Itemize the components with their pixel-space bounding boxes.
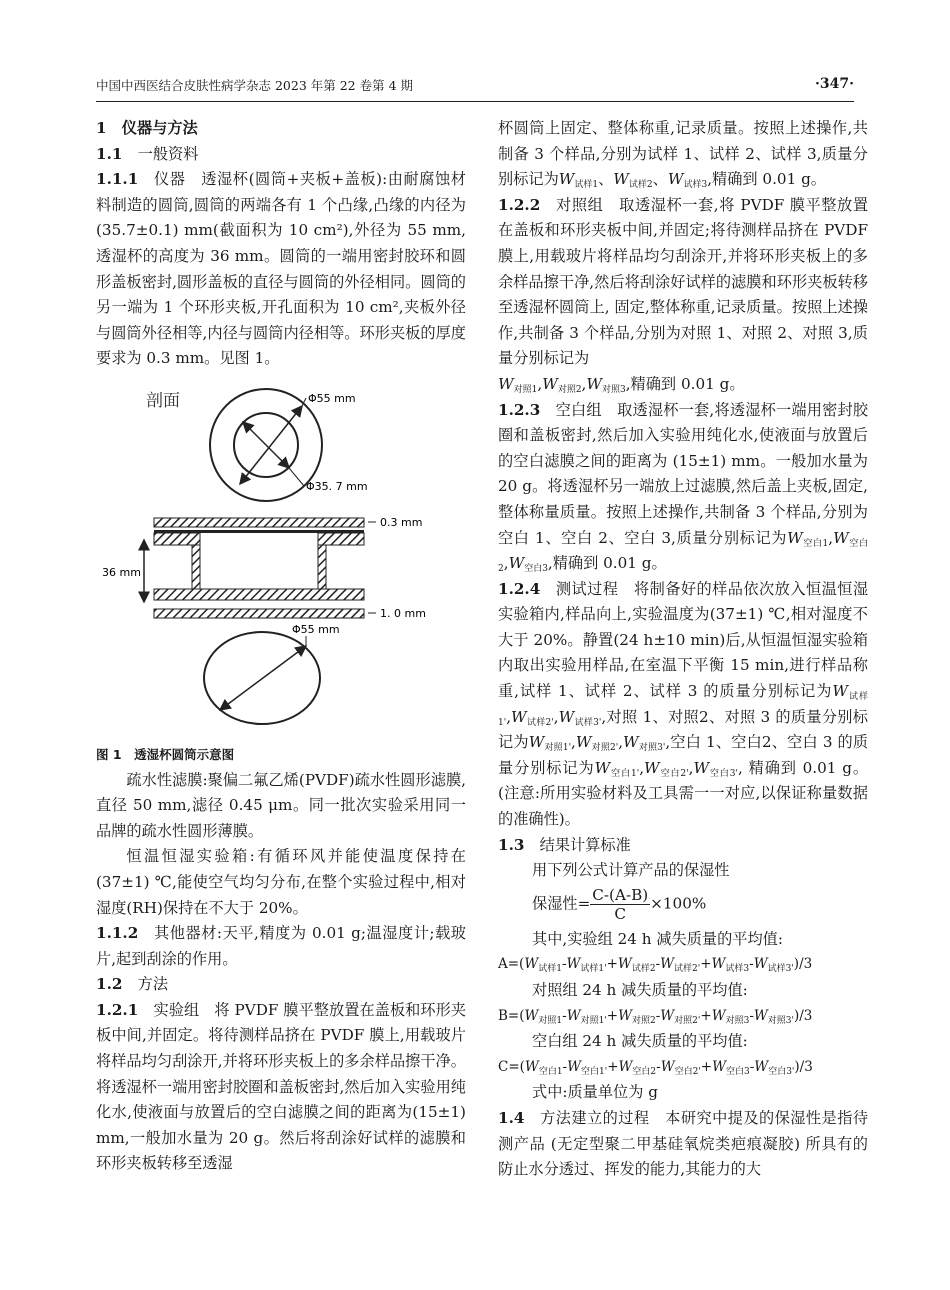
paragraph-experiment-group xyxy=(96,998,466,1177)
var-w: W xyxy=(693,758,710,777)
formula-pre: A=( xyxy=(498,956,525,973)
sub: 空白1 xyxy=(802,538,829,549)
right-column xyxy=(498,116,868,1183)
sub: 试样1 xyxy=(574,180,599,191)
wall-left xyxy=(192,545,200,589)
var-w: W xyxy=(753,1007,768,1024)
sub: 空白3' xyxy=(768,1066,795,1077)
section-number: 1 xyxy=(96,119,107,137)
sub: 对照3 xyxy=(602,384,626,395)
sub: 试样3 xyxy=(725,964,750,975)
wall-right xyxy=(318,545,326,589)
formula-label: 保湿性= xyxy=(532,894,591,913)
var-w: W xyxy=(618,1058,633,1075)
sub: 空白2' xyxy=(659,768,689,779)
leader-inner xyxy=(289,468,304,486)
sub: 对照1 xyxy=(538,1015,563,1026)
flange-bottom xyxy=(154,589,364,600)
subsection-number: 1.1 xyxy=(96,144,123,163)
var-w: W xyxy=(542,374,558,393)
formula-end: )/3 xyxy=(793,1007,813,1024)
para-number: 1.1.2 xyxy=(96,924,139,943)
sep: , xyxy=(571,733,576,752)
var-w: W xyxy=(524,1058,539,1075)
formula-b xyxy=(498,1004,868,1030)
sub: 试样1 xyxy=(538,964,562,975)
figure-title: 剖面 xyxy=(146,390,180,411)
var-w: W xyxy=(566,956,581,973)
sub: 试样2 xyxy=(628,180,653,191)
var-w: W xyxy=(753,956,768,973)
para-end: , 精确到 0.01 g。(注意:所用实验材料及工具需一一对应,以保证称量数据的准确性)。 xyxy=(498,758,869,829)
para-title: 方法建立的过程 xyxy=(539,1108,650,1127)
op: - xyxy=(655,956,661,973)
flange-top-right xyxy=(318,533,364,545)
op: - xyxy=(749,1007,754,1024)
para-title: 空白组 xyxy=(555,400,602,419)
sub: 试样2' xyxy=(526,717,554,728)
var-w: W xyxy=(667,170,684,189)
var-w: W xyxy=(566,1007,581,1024)
sub: 空白3' xyxy=(709,768,739,779)
paragraph-method-establishment xyxy=(498,1106,868,1183)
sub: 对照2 xyxy=(631,1015,656,1026)
sub: 空白1' xyxy=(581,1066,608,1077)
op: - xyxy=(749,956,754,973)
para-text: 透湿杯(圆筒+夹板+盖板):由耐腐蚀材料制造的圆筒,圆筒的两端各有 1 个凸缘,凸缘的内径为(35.7±0.1) mm(截面积为 10 cm²),外径为 55 mm,透湿杯的高度为 36 mm。圆筒的一端用密封胶环和圆形盖板密封,圆形盖板的直径与圆筒的外径相同。圆筒的另一端为 1 个环形夹板,开孔面积为 10 cm²,夹板外径与圆筒外径相等,内径与圆筒内径相等。环形夹板的厚度要求为 0.3 mm。见图 1。 xyxy=(96,170,466,368)
caption-number: 图 1 xyxy=(96,746,122,762)
para-text: 杯圆筒上固定、整体称重,记录质量。按照上述操作,共制备 3 个样品,分别为试样 1、试样 2、试样 3,质量分别标记为 xyxy=(498,119,868,189)
para-title: 仪器 xyxy=(153,170,186,189)
sep: , xyxy=(503,554,509,573)
op: - xyxy=(562,1007,567,1024)
var-w: W xyxy=(660,1007,675,1024)
paragraph-instrument xyxy=(96,167,466,372)
figure-1 xyxy=(96,380,466,742)
var-w: W xyxy=(524,1007,539,1024)
sub: 试样1' xyxy=(498,692,868,728)
var-w: W xyxy=(617,956,632,973)
dim-thickness-top: 0.3 mm xyxy=(380,515,423,529)
running-head xyxy=(96,76,854,98)
sub: 对照2' xyxy=(591,743,619,754)
op: + xyxy=(607,1058,619,1075)
subsection-title: 方法 xyxy=(137,975,168,994)
sub: 试样3 xyxy=(683,180,708,191)
sep: , xyxy=(688,758,694,777)
para-title: 对照组 xyxy=(555,195,604,214)
journal-title: 中国中西医结合皮肤性病学杂志 2023 年第 22 卷第 4 期 xyxy=(96,78,414,93)
para-text: ,对照 1、对照2、对照 3 的质量分别标记为 xyxy=(498,707,868,752)
sub: 空白2 xyxy=(632,1066,657,1077)
fraction xyxy=(590,886,650,923)
var-w: W xyxy=(623,733,639,752)
para-title: 测试过程 xyxy=(555,579,619,598)
formula-c xyxy=(498,1055,868,1081)
var-w: W xyxy=(575,733,592,752)
para-number: 1.2.2 xyxy=(498,195,541,214)
sub: 对照1 xyxy=(513,384,538,395)
sep: , xyxy=(506,707,512,726)
flange-top-left xyxy=(154,533,200,545)
para-text: 取透湿杯一套,将 PVDF 膜平整放置在盖板和环形夹板中间,并固定;将待测样品挤在 PVDF 膜上,用载玻片将样品均匀刮涂开,并将环形夹板上的多余样品擦干净,然后将刮涂好试样的滤膜和环形夹板转移至透湿杯圆筒上, 固定,整体称重,记录质量。按照上述操作,共制备 3 个样品,分别为对照 1、对照 2、对照 3,质量分别标记为 xyxy=(498,195,869,368)
var-w: W xyxy=(524,956,539,973)
sep: , xyxy=(537,374,543,393)
formula-pre: B=( xyxy=(498,1007,525,1024)
section-heading xyxy=(96,116,466,142)
sub: 对照1' xyxy=(544,743,572,754)
para-end: ,精确到 0.01 g。 xyxy=(547,554,667,573)
sub: 空白2' xyxy=(674,1066,701,1077)
left-column xyxy=(96,116,466,1177)
subsection-heading xyxy=(498,833,868,859)
formula-b-intro: 对照组 24 h 减失质量的平均值: xyxy=(532,981,748,999)
sep: , xyxy=(639,758,645,777)
figure-caption xyxy=(96,742,466,768)
sub: 对照3' xyxy=(638,743,666,754)
sub: 对照2' xyxy=(674,1015,701,1026)
sep: 、 xyxy=(652,170,668,189)
para-end: ,精确到 0.01 g。 xyxy=(707,170,826,189)
formula-unit: 式中:质量单位为 g xyxy=(532,1083,658,1102)
section-title: 仪器与方法 xyxy=(121,119,198,137)
para-text: 将 PVDF 膜平整放置在盖板和环形夹板中间,并固定。将待测样品挤在 PVDF 膜上,用载玻片将样品均匀刮涂开,并将环形夹板上的多余样品擦干净。将透湿杯一端用密封胶圈和盖板密封,然后加入实验用纯化水,使液面与放置后的空白滤膜之间的距离为(15±1) mm,一般加水量为 20 g。然后将刮涂好试样的滤膜和环形夹板转移至透湿 xyxy=(96,1000,467,1173)
para-number: 1.2.1 xyxy=(96,1000,139,1019)
formula-end: )/3 xyxy=(794,1058,813,1075)
subsection-heading xyxy=(96,142,466,168)
var-w: W xyxy=(660,1058,675,1075)
op: - xyxy=(749,1058,755,1075)
var-w: W xyxy=(528,733,545,752)
op: - xyxy=(562,1058,568,1075)
sub: 空白1 xyxy=(538,1066,563,1077)
sub: 空白3 xyxy=(524,564,548,575)
formula-intro: 用下列公式计算产品的保湿性 xyxy=(532,861,730,880)
op: - xyxy=(655,1007,661,1024)
var-w: W xyxy=(644,758,660,777)
para-number: 1.2.4 xyxy=(498,579,541,598)
header-rule xyxy=(96,101,854,102)
formula-main xyxy=(498,884,868,927)
subsection-heading xyxy=(96,972,466,998)
op: - xyxy=(656,1058,661,1075)
para-number: 1.4 xyxy=(498,1108,525,1127)
formula-c-intro: 空白组 24 h 减失质量的平均值: xyxy=(532,1032,748,1051)
var-w: W xyxy=(613,170,629,189)
op: + xyxy=(606,956,618,973)
bottom-plate xyxy=(154,609,364,618)
sub: 试样3' xyxy=(574,717,602,728)
sub: 对照2 xyxy=(557,384,582,395)
numerator: C-(A-B) xyxy=(592,885,649,904)
para-text: 本研究中提及的保湿性是指待测产品 (无定型聚二甲基硅氧烷类疤痕凝胶) 所具有的防止水分透过、挥发的能力,其能力的大 xyxy=(498,1108,869,1179)
sep: , xyxy=(618,733,624,752)
var-w: W xyxy=(833,528,849,547)
var-w: W xyxy=(508,554,525,573)
formula-times: ×100% xyxy=(650,894,707,913)
var-w: W xyxy=(660,956,674,973)
formula-a xyxy=(498,952,868,978)
subsection-title: 结果计算标准 xyxy=(539,835,631,854)
sep: , xyxy=(828,528,834,547)
var-w: W xyxy=(567,1058,581,1075)
var-w: W xyxy=(511,707,527,726)
subsection-number: 1.3 xyxy=(498,835,525,854)
var-w: W xyxy=(712,1058,726,1075)
formula-pre: C=( xyxy=(498,1058,525,1075)
sub: 试样2' xyxy=(674,964,701,975)
sub: 试样1' xyxy=(580,964,607,975)
sub: 对照1' xyxy=(580,1015,607,1026)
para-text: 取透湿杯一套,将透湿杯一端用密封胶圈和盖板密封,然后加入实验用纯化水,使液面与放置后的空白滤膜之间的距离为 (15±1) mm。一般加水量为 20 g。将透湿杯另一端放上过滤膜,然后盖上夹板,固定,整体称量质量。按照上述操作,共制备 3 个样品,分别为空白 1、空白 2、空白 3,质量分别标记为 xyxy=(498,400,869,547)
var-w: W xyxy=(754,1058,769,1075)
para-text: 将制备好的样品依次放入恒温恒湿实验箱内,样品向上,实验温度为(37±1) ℃,相对湿度不大于 20%。静置(24 h±10 min)后,从恒温恒湿实验箱内取出实验用样品,在室温下平衡 15 min,进行样品称重,试样 1、试样 2、试样 3 的质量分别标记为 xyxy=(498,579,869,701)
top-plate xyxy=(154,518,364,527)
op: + xyxy=(700,1007,712,1024)
sep: 、 xyxy=(598,170,614,189)
para-text: ,空白 1、空白2、空白 3 的质量分别标记为 xyxy=(498,733,869,777)
formula-a-intro: 其中,实验组 24 h 减失质量的平均值: xyxy=(532,929,783,948)
sub: 空白3 xyxy=(726,1066,750,1077)
paragraph-blank-group xyxy=(498,398,868,577)
paragraph-chamber: 恒温恒湿实验箱:有循环风并能使温度保持在(37±1) ℃,能使空气均匀分布,在整个实验过程中,相对湿度(RH)保持在不大于 20%。 xyxy=(96,847,466,917)
para-number: 1.1.1 xyxy=(96,170,139,189)
dim-height: 36 mm xyxy=(102,565,141,579)
caption-text: 透湿杯圆筒示意图 xyxy=(134,746,235,762)
para-end: ,精确到 0.01 g。 xyxy=(625,374,745,393)
op: - xyxy=(561,956,567,973)
paragraph-test-process xyxy=(498,577,868,833)
op: + xyxy=(700,956,712,973)
paragraph-other-equipment xyxy=(96,921,466,972)
sub: 试样3' xyxy=(767,964,794,975)
page-number: ·347· xyxy=(815,76,854,92)
inner-dim-line xyxy=(243,422,289,468)
sub: 对照3' xyxy=(767,1015,794,1026)
sub: 空白1' xyxy=(610,768,640,779)
op: + xyxy=(606,1007,619,1024)
sep: , xyxy=(581,374,587,393)
para-title: 实验组 xyxy=(153,1000,200,1019)
formula-end: )/3 xyxy=(793,956,813,973)
var-w: W xyxy=(618,1007,632,1024)
dim-thickness-bottom: 1. 0 mm xyxy=(380,606,426,620)
var-w: W xyxy=(498,374,514,393)
dim-outer-bottom: Φ55 mm xyxy=(292,622,340,636)
op: + xyxy=(700,1058,713,1075)
sep: , xyxy=(553,707,559,726)
denominator: C xyxy=(614,904,627,923)
dim-inner: Φ35. 7 mm xyxy=(306,479,368,493)
var-w: W xyxy=(832,682,849,701)
subsection-number: 1.2 xyxy=(96,975,123,994)
para-text: 其他器材:天平,精度为 0.01 g;温湿度计;载玻片,起到刮涂的作用。 xyxy=(96,924,466,968)
paragraph-experiment-group-cont xyxy=(498,116,868,193)
bottom-dim-line xyxy=(220,646,306,710)
var-w: W xyxy=(787,528,803,547)
subsection-title: 一般资料 xyxy=(137,144,199,163)
var-w: W xyxy=(711,1007,726,1024)
var-w: W xyxy=(594,758,611,777)
var-w: W xyxy=(586,374,602,393)
paragraph-control-group xyxy=(498,193,868,398)
var-w: W xyxy=(558,170,575,189)
para-number: 1.2.3 xyxy=(498,400,541,419)
cup-diagram xyxy=(96,380,466,742)
sub: 空白2 xyxy=(498,538,868,575)
sub: 对照3 xyxy=(725,1015,750,1026)
dim-outer-top: Φ55 mm xyxy=(308,391,356,405)
sub: 试样2 xyxy=(631,964,656,975)
var-w: W xyxy=(711,956,726,973)
var-w: W xyxy=(558,707,575,726)
paragraph-membrane: 疏水性滤膜:聚偏二氟乙烯(PVDF)疏水性圆形滤膜,直径 50 mm,滤径 0.45 μm。同一批次实验采用同一品牌的疏水性圆形薄膜。 xyxy=(96,770,466,840)
